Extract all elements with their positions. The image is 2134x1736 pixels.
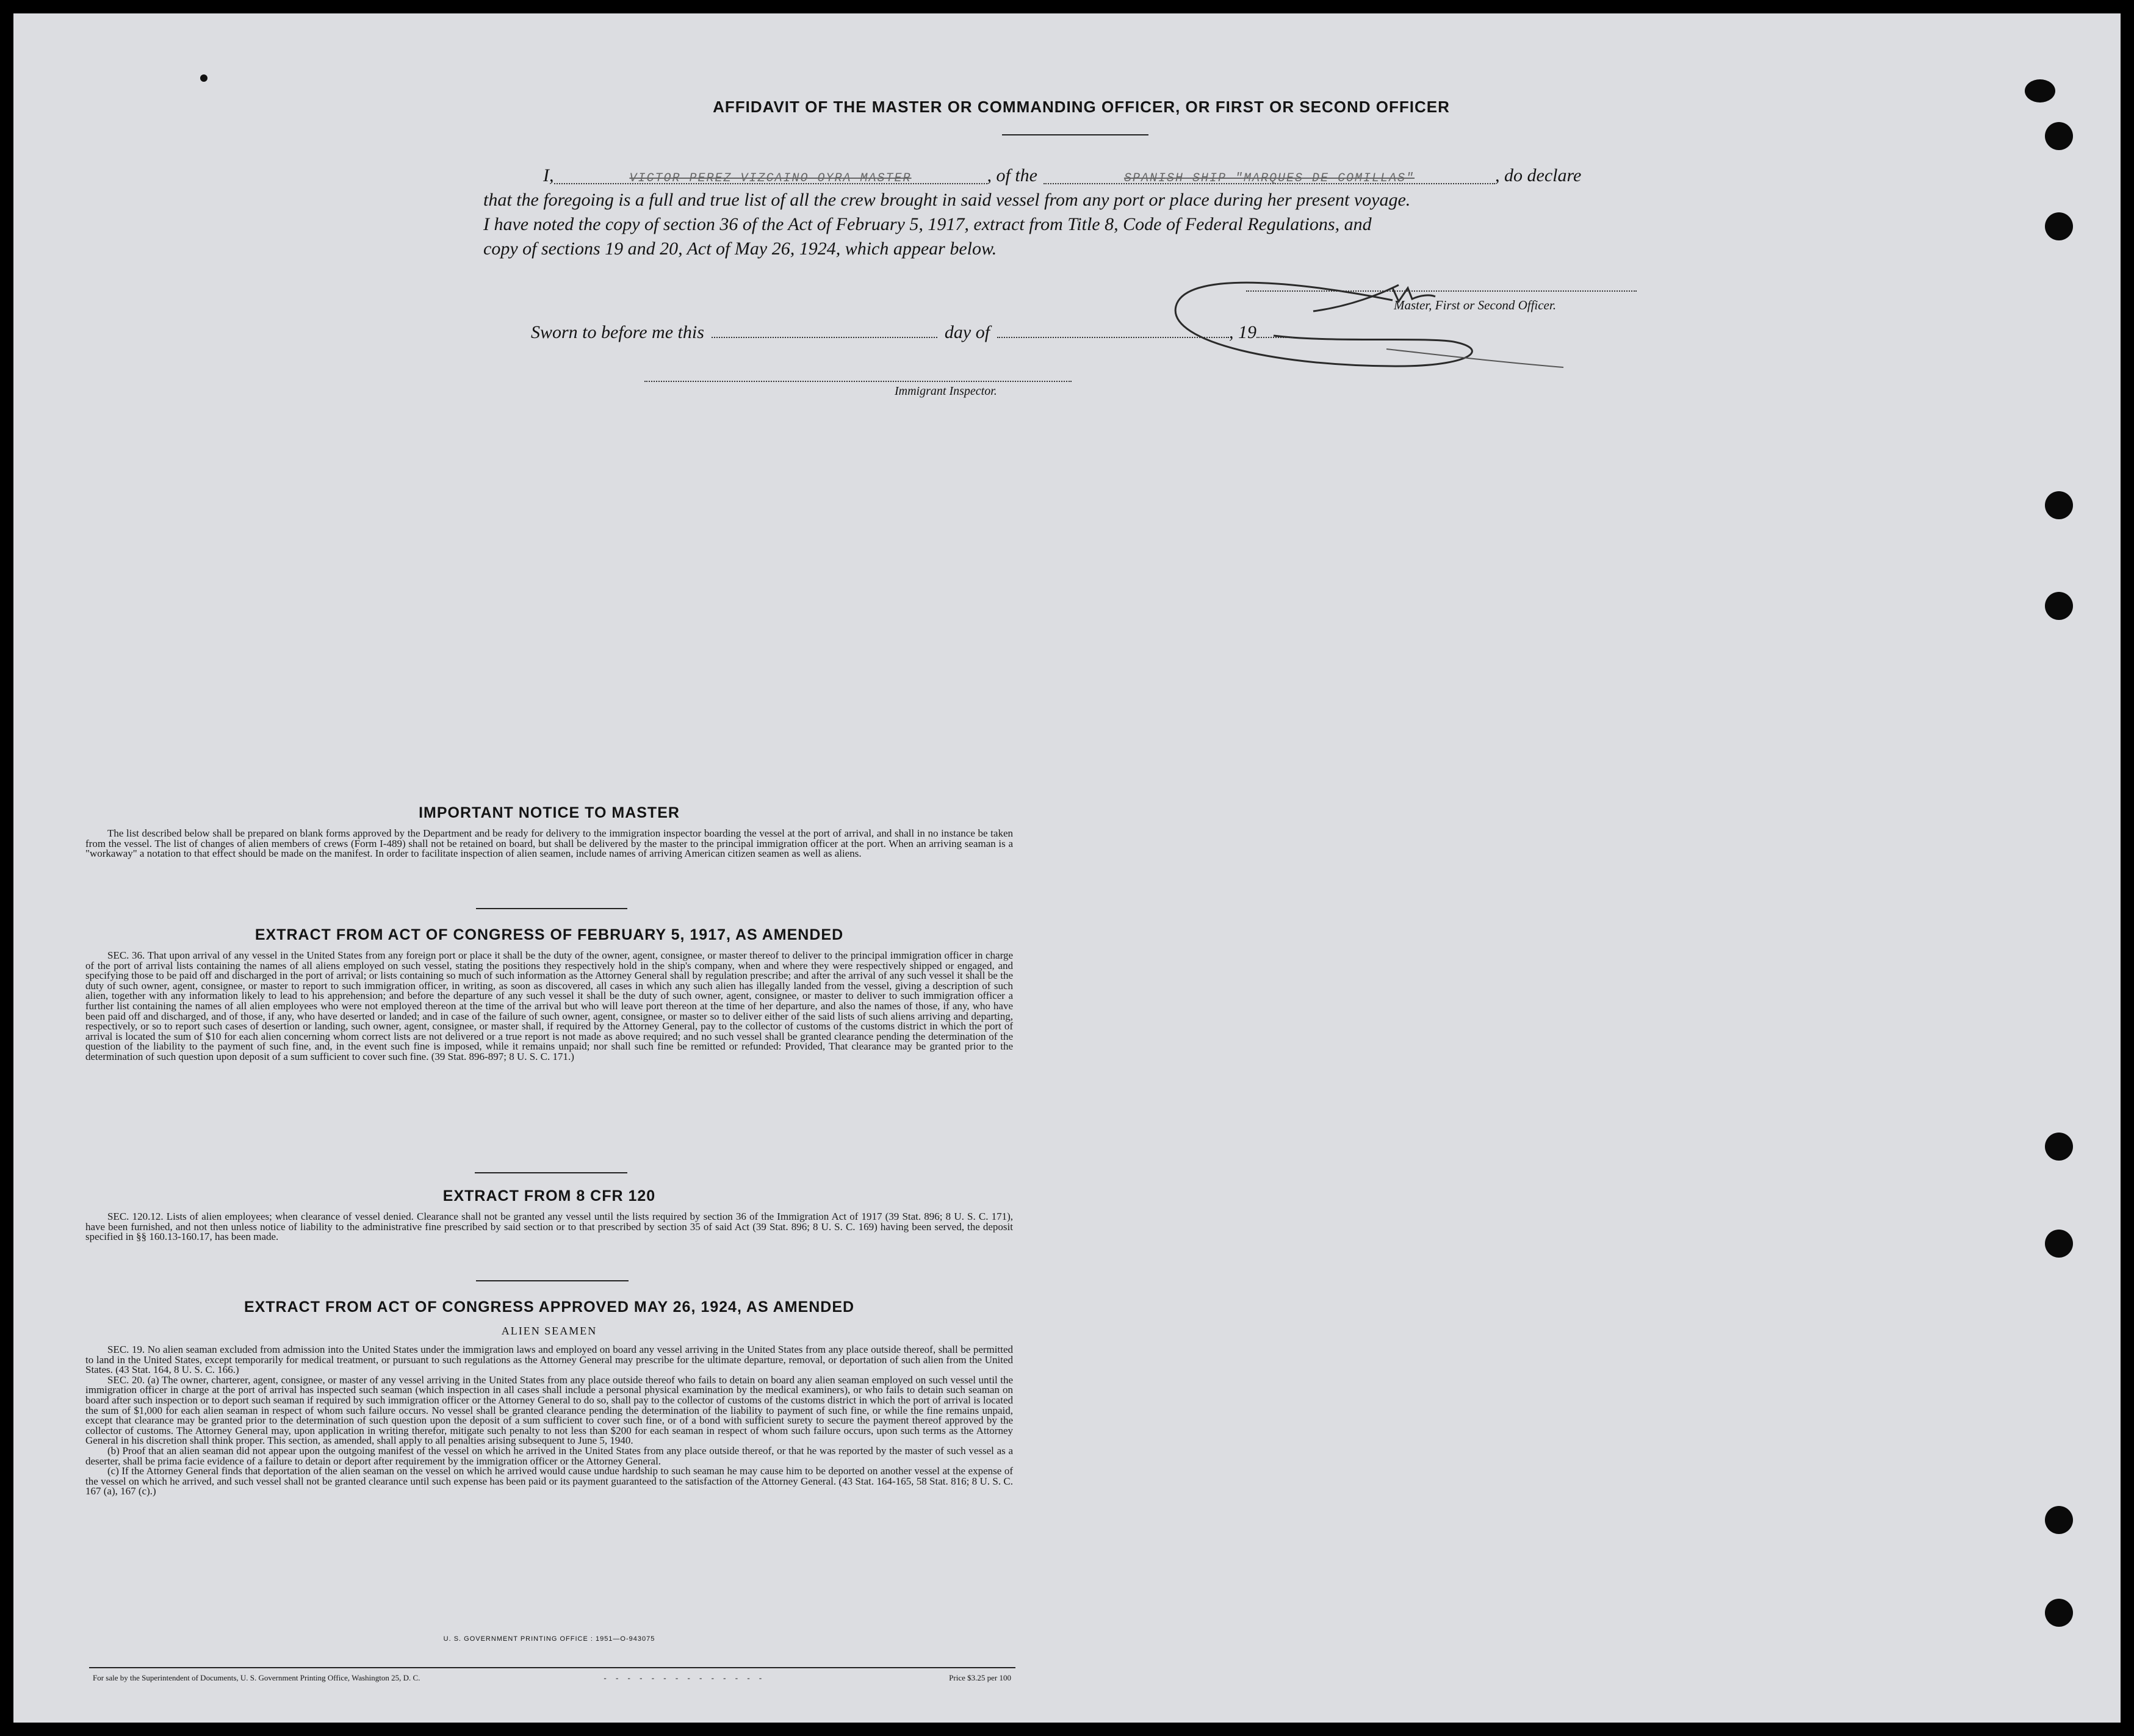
sec19-paragraph: SEC. 19. No alien seaman excluded from admission into the United States under the immigration laws and employed on board any vessel arriving in the United States from any place outside thereof, shall be permitted to land in the United States, except temporarily for medical treatment, or pursuant to such regulations as the Attorney General may prescribe for the ultimate departure, removal, or deportation of such alien from the United States. (43 Stat. 164, 8 U. S. C. 166.): [85, 1344, 1013, 1376]
divider: [476, 1280, 629, 1281]
printing-office-note: U. S. GOVERNMENT PRINTING OFFICE : 1951—O-943075: [443, 1635, 655, 1643]
affidavit-title: AFFIDAVIT OF THE MASTER OR COMMANDING OFFICER, OR FIRST OR SECOND OFFICER: [713, 98, 1450, 116]
extract-1917-title: EXTRACT FROM ACT OF CONGRESS OF FEBRUARY 5, 1917, AS AMENDED: [254, 926, 844, 943]
extract-cfr-text: [85, 1212, 1013, 1242]
price-note: Price $3.25 per 100: [949, 1673, 1011, 1682]
sec36-paragraph: SEC. 36. That upon arrival of any vessel in the United States from any foreign port or place it shall be the duty of the owner, agent, consignee, or master thereof to deliver to the principal immigration officer in charge of the port of arrival lists containing the names of all aliens employed on such vessel, stating the positions they respectively hold in the ship's company, when and where they were respectively shipped or engaged, and specifying those to be paid off and discharged in the port of arrival; or lists containing so much of such information as the Attorney General shall by regulation prescribe; and after the arrival of any such vessel it shall be the duty of such owner, agent, consignee, or master to report to such immigration officer, in writing, as soon as discovered, all cases in which any such alien has illegally landed from the vessel, giving a description of such alien, together with any information likely to lead to his apprehension; and before the departure of any such vessel it shall be the duty of such owner, agent, consignee, or master to deliver to such immigration officer a further list containing the names of all alien employees who were not employed thereon at the time of the arrival but who will leave port thereon at the time of her departure, and also the names of those, if any, who have been paid off and discharged, and of those, if any, who have deserted or landed; and in case of the failure of such owner, agent, consignee, or master so to deliver either of the said lists of such aliens arriving and departing, respectively, or so to report such cases of desertion or landing, such owner, agent, consignee, or master shall, if required by the Attorney General, pay to the collector of customs of the customs district in which the port of arrival is located the sum of $10 for each alien concerning whom correct lists are not delivered or a true report is not made as above required; and no such vessel shall be granted clearance pending the determination of the question of the liability to the payment of such fine, and, in the event such fine is imposed, while it remains unpaid; nor shall such fine be remitted or refunded: Provided, That clearance may be granted prior to the determination of such question upon deposit of a sum sufficient to cover such fine. (39 Stat. 896-897; 8 U. S. C. 171.): [85, 949, 1013, 1062]
divider: [476, 908, 627, 909]
binder-hole: [2045, 212, 2073, 240]
of-the-text: , of the: [987, 165, 1037, 185]
inspector-signature-line: [644, 380, 1072, 382]
day-of-label: day of: [944, 322, 990, 342]
footer-dashes: - - - - - - - - - - - - - -: [604, 1673, 766, 1682]
binder-hole: [2045, 1230, 2073, 1258]
footer-rule: [89, 1667, 1015, 1668]
declaration-line-3: I have noted the copy of section 36 of the Act of February 5, 1917, extract from Title 8, Code of Federal Regulations, and: [483, 214, 1372, 234]
alien-seamen-subtitle: ALIEN SEAMEN: [501, 1325, 597, 1337]
binder-hole: [2045, 1133, 2073, 1161]
i-label: I,: [543, 165, 554, 185]
sworn-label: Sworn to before me this: [531, 322, 704, 342]
declarant-field: [554, 164, 987, 184]
footer-line: [93, 1673, 1011, 1683]
for-sale-note: For sale by the Superintendent of Documents, U. S. Government Printing Office, Washington 25, D. C.: [93, 1673, 420, 1682]
binder-hole: [2025, 79, 2055, 103]
declaration-line-4: copy of sections 19 and 20, Act of May 26, 1924, which appear below.: [483, 239, 997, 259]
sworn-line: [531, 317, 1293, 345]
notice-title: IMPORTANT NOTICE TO MASTER: [419, 804, 680, 821]
extract-cfr-title: EXTRACT FROM 8 CFR 120: [442, 1187, 656, 1205]
document-page: [13, 13, 2121, 1723]
master-signature-line: [1246, 289, 1637, 292]
divider: [1002, 134, 1148, 135]
vessel-field: [1044, 164, 1495, 184]
extract-1924-text: [85, 1345, 1013, 1497]
declarant-name: VICTOR PEREZ VIZCAINO OYRA MASTER: [629, 171, 912, 185]
extract-1924-title: EXTRACT FROM ACT OF CONGRESS APPROVED MAY 26, 1924, AS AMENDED: [243, 1298, 855, 1316]
master-caption: Master, First or Second Officer.: [1394, 298, 1556, 312]
extract-1917-text: [85, 951, 1013, 1062]
sec20a-paragraph: SEC. 20. (a) The owner, charterer, agent, consignee, or master of any vessel arriving in the United States from any place outside thereof who fails to detain on board any alien seaman employed on such vessel until the immigration officer in charge at the port of arrival has inspected such seaman (which inspection in all cases shall include a personal physical examination by the medical examiners), or who fails to detain such seaman on board after such inspection or to deport such seaman if required by such immigration officer or the Attorney General to do so, shall pay to the collector of customs of the customs district in which the port of arrival is located the sum of $1,000 for each alien seaman in respect of whom such failure occurs. No vessel shall be granted clearance pending the determination of the liability to payment of such fine, or while the fine remains unpaid, except that clearance may be granted prior to the determination of such question upon the deposit of a sum sufficient to cover such fine, or of a bond with sufficient surety to secure the payment thereof approved by the collector of customs. The Attorney General may, upon application in writing therefor, mitigate such penalty to not less than $200 for each seaman in respect of whom such failure occurs, upon such terms as the Attorney General in his discretion shall think proper. This section, as amended, shall apply to all penalties arising subsequent to June 5, 1940.: [85, 1374, 1013, 1447]
binder-hole: [2045, 592, 2073, 620]
do-declare-text: , do declare: [1495, 165, 1582, 185]
binder-hole: [2045, 122, 2073, 150]
month-field: [997, 317, 1229, 338]
ink-speck: [200, 74, 207, 82]
year-prefix: , 19: [1229, 322, 1257, 342]
declaration-line-2: that the foregoing is a full and true list of all the crew brought in said vessel from any port or place during her present voyage.: [483, 190, 1411, 210]
affidavit-declaration: [483, 164, 1649, 261]
year-field: [1256, 317, 1293, 338]
sec20b-paragraph: (b) Proof that an alien seaman did not appear upon the outgoing manifest of the vessel on which he arrived in the United States from any place outside thereof, or that he was reported by the master of such vessel as a deserter, shall be prima facie evidence of a failure to detain or deport after requirement by the immigration officer or the Attorney General.: [85, 1444, 1013, 1467]
day-field: [712, 317, 937, 338]
binder-hole: [2045, 1599, 2073, 1627]
notice-paragraph: The list described below shall be prepared on blank forms approved by the Department and be ready for delivery to the immigration inspector boarding the vessel at the port of arrival, and shall in no instance be taken from the vessel. The list of changes of alien members of crews (Form I-489) shall not be retained on board, but shall be delivered by the master to the principal immigration officer at the port. When an arriving seaman is a "workaway" a notation to that effect should be made on the manifest. In order to facilitate inspection of alien seamen, include names of arriving American citizen seamen as well as aliens.: [85, 827, 1013, 860]
binder-hole: [2045, 491, 2073, 519]
binder-hole: [2045, 1506, 2073, 1534]
inspector-caption: Immigrant Inspector.: [895, 384, 997, 398]
notice-text: [85, 829, 1013, 859]
sec120-paragraph: SEC. 120.12. Lists of alien employees; when clearance of vessel denied. Clearance shall not be granted any vessel until the lists required by section 36 of the Immigration Act of 1917 (39 Stat. 896; 8 U. S. C. 171), have been furnished, and not then unless notice of liability to the administrative fine prescribed by said section or to that prescribed by section 35 of said Act (39 Stat. 896; 8 U. S. C. 169) having been served, the deposit specified in §§ 160.13-160.17, has been made.: [85, 1211, 1013, 1243]
sec20c-paragraph: (c) If the Attorney General finds that deportation of the alien seaman on the vessel on which he arrived would cause undue hardship to such seaman he may cause him to be deported on another vessel at the expense of the vessel on which he arrived, and such vessel shall not be granted clearance until such expense has been paid or its payment guaranteed to the satisfaction of the Attorney General. (43 Stat. 164-165, 58 Stat. 816; 8 U. S. C. 167 (a), 167 (c).): [85, 1465, 1013, 1497]
divider: [475, 1172, 627, 1173]
vessel-name: SPANISH SHIP "MARQUES DE COMILLAS": [1123, 171, 1415, 185]
